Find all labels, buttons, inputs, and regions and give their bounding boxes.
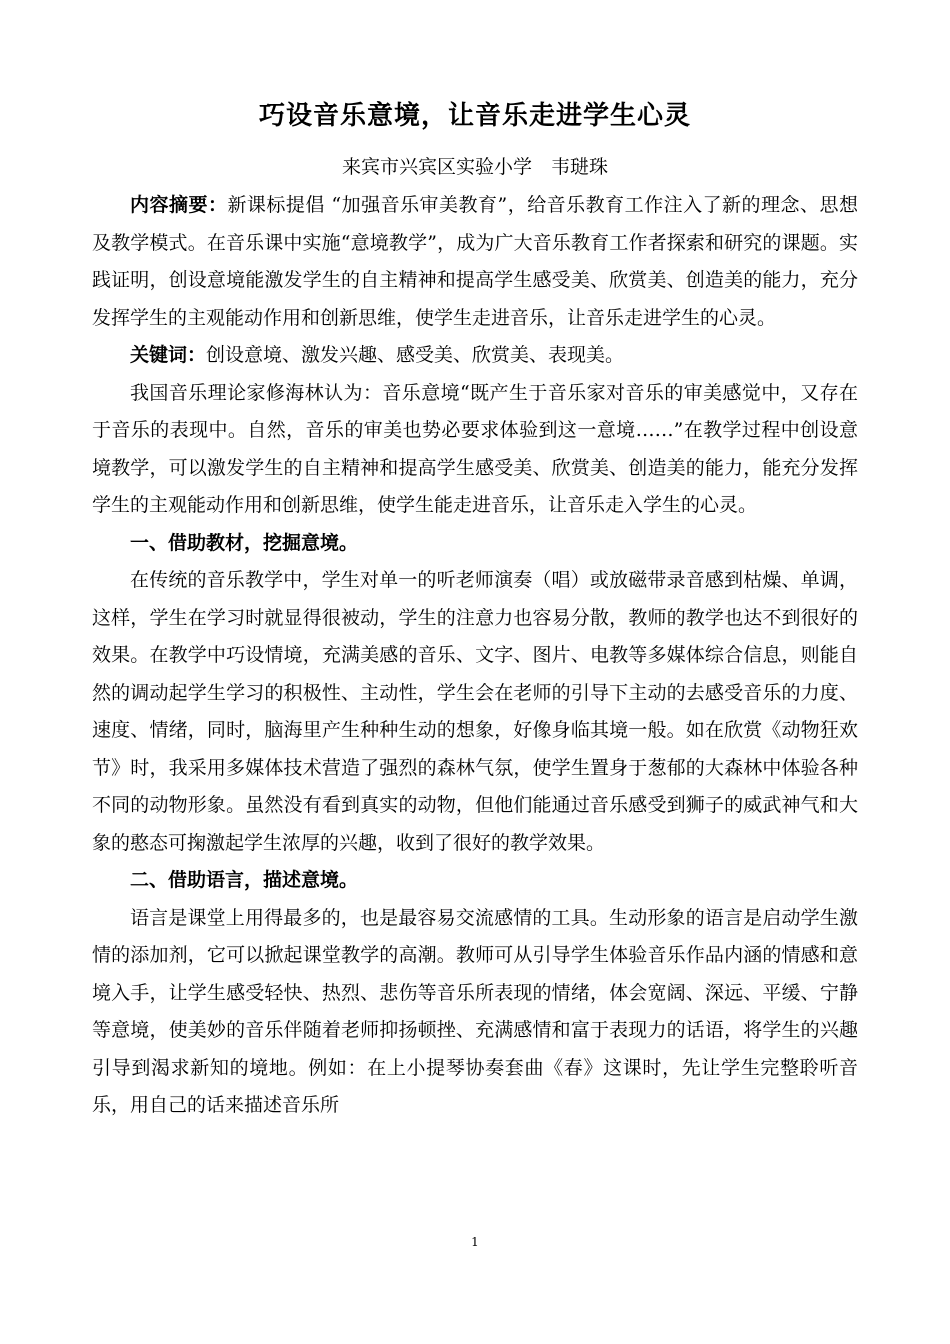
section-paragraph-1: 在传统的音乐教学中，学生对单一的听老师演奏（唱）或放磁带录音感到枯燥、单调，这样，学生在学习时就显得很被动，学生的注意力也容易分散，教师的教学也达不到很好的效果。在教学中巧设情境，充满美感的音乐、文字、图片、电教等多媒体综合信息，则能自然的调动起学生学习的积极性、主动性，学生会在老师的引导下主动的去感受音乐的力度、速度、情绪，同时，脑海里产生种种生动的想象，好像身临其境一般。如在欣赏《动物狂欢节》时，我采用多媒体技术营造了强烈的森林气氛，使学生置身于葱郁的大森林中体验各种不同的动物形象。虽然没有看到真实的动物，但他们能通过音乐感受到狮子的威武神气和大象的憨态可掬激起学生浓厚的兴趣，收到了很好的教学效果。 bbox=[92, 569, 858, 854]
section-heading-1: 一、借助教材，挖掘意境。 bbox=[130, 531, 359, 554]
section-heading-2: 二、借助语言，描述意境。 bbox=[130, 869, 359, 891]
keywords-paragraph bbox=[92, 337, 858, 375]
document-title: 巧设音乐意境，让音乐走进学生心灵 bbox=[258, 101, 691, 131]
document-body bbox=[92, 187, 858, 1125]
intro-paragraph: 我国音乐理论家修海林认为：音乐意境“既产生于音乐家对音乐的审美感觉中，又存在于音乐的表现中。自然，音乐的审美也势必要求体验到这一意境……”在教学过程中创设意境教学，可以激发学生的自主精神和提高学生感受美、欣赏美、创造美的能力，能充分发挥学生的主观能动作用和创新思维，使学生能走进音乐，让音乐走入学生的心灵。 bbox=[92, 381, 858, 516]
abstract-text: 新课标提倡 “加强音乐审美教育”，给音乐教育工作注入了新的理念、思想及教学模式。在音乐课中实施“意境教学”，成为广大音乐教育工作者探索和研究的课题。实践证明，创设意境能激发学生的自主精神和提高学生感受美、欣赏美、创造美的能力，充分发挥学生的主观能动作用和创新思维，使学生走进音乐，让音乐走进学生的心灵。 bbox=[92, 194, 858, 329]
keywords-text: 创设意境、激发兴趣、感受美、欣赏美、表现美。 bbox=[206, 344, 625, 366]
page-number: 1 bbox=[471, 1235, 479, 1249]
keywords-label: 关键词： bbox=[130, 344, 207, 366]
abstract-label: 内容摘要： bbox=[130, 194, 228, 216]
section-paragraph-2: 语言是课堂上用得最多的，也是最容易交流感情的工具。生动形象的语言是启动学生激情的添加剂，它可以掀起课堂教学的高潮。教师可从引导学生体验音乐作品内涵的情感和意境入手，让学生感受轻快、热烈、悲伤等音乐所表现的情绪，体会宽阔、深远、平缓、宁静等意境，使美妙的音乐伴随着老师抑扬顿挫、充满感情和富于表现力的话语，将学生的兴趣引导到渴求新知的境地。例如：在上小提琴协奏套曲《春》这课时，先让学生完整聆听音乐，用自己的话来描述音乐所 bbox=[92, 906, 858, 1116]
author-line: 来宾市兴宾区实验小学 韦琎珠 bbox=[341, 156, 608, 178]
abstract-paragraph bbox=[92, 187, 858, 337]
